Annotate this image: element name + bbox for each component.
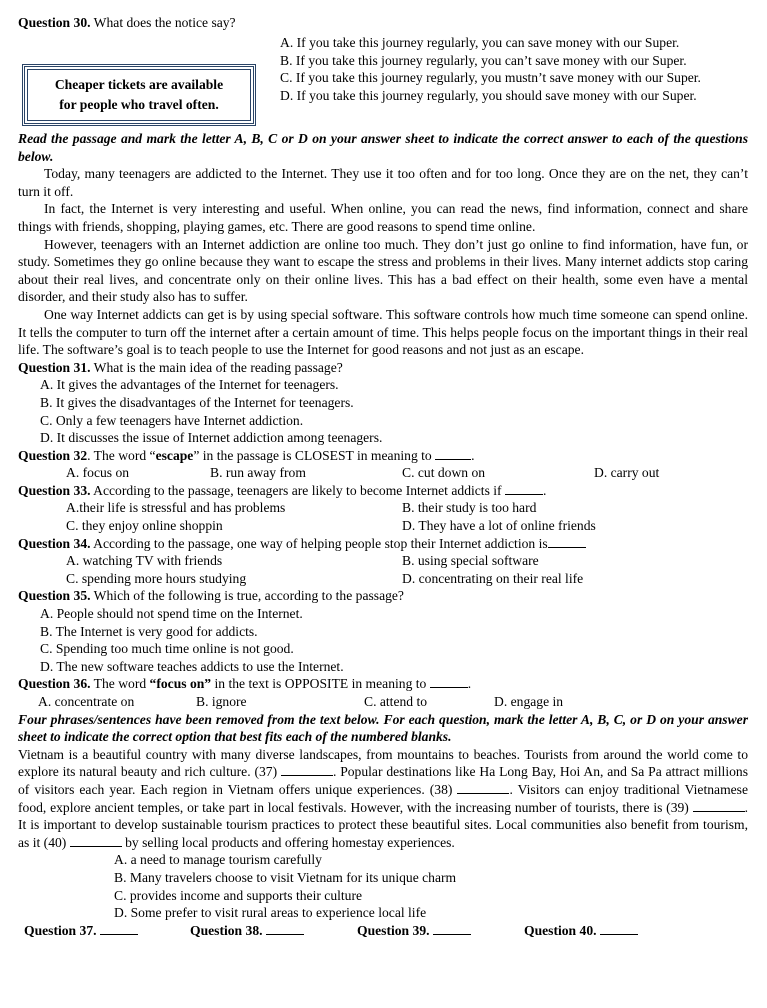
passage-paragraph-1: Today, many teenagers are addicted to the Internet. They use it too often and for too long. Once they are on the net, they can’t turn it off. bbox=[18, 166, 748, 199]
option-a[interactable]: A. concentrate on bbox=[38, 694, 135, 709]
option-c[interactable]: C. they enjoy online shoppin bbox=[66, 518, 223, 534]
question-label: Question 31. bbox=[18, 359, 91, 375]
notice-line-1: Cheaper tickets are available bbox=[54, 77, 224, 92]
answer-blank[interactable] bbox=[435, 447, 471, 460]
passage-paragraph-4: One way Internet addicts can get is by using special software. This software controls how much time someone can spend online. It tells the computer to turn off the internet after a certain amount of time. This helps people focus on the important things in their real life. The software’s goal is to teach people to use the Internet for good reasons and not just as an escape. bbox=[18, 306, 748, 358]
worksheet-page bbox=[18, 14, 748, 939]
cloze-text: by selling local products and offering homestay experiences. bbox=[121, 834, 455, 850]
answer-label-39: Question 39. bbox=[357, 922, 430, 938]
passage-paragraph-2: In fact, the Internet is very interesting and useful. When online, you can read the news, find information, connect and share things with friends, shopping, playing games, etc. There are good reasons to spend time online. bbox=[18, 201, 748, 234]
option-b[interactable]: B. It gives the disadvantages of the Internet for teenagers. bbox=[40, 394, 354, 410]
option-c[interactable]: C. Only a few teenagers have Internet addiction. bbox=[40, 412, 304, 428]
option-a[interactable]: A.their life is stressful and has problems bbox=[66, 500, 286, 516]
cloze-text: Vietnam is a beautiful country with many diverse landscapes, from mountains to beaches. Tourists from around the world come to explore its natural beauty and rich culture. (37) bbox=[18, 746, 748, 780]
option-d[interactable]: D. carry out bbox=[594, 465, 660, 481]
option-c[interactable]: C. If you take this journey regularly, you mustn’t save money with our Super. bbox=[280, 70, 701, 86]
blank-39[interactable] bbox=[693, 799, 745, 812]
option-c[interactable]: C. spending more hours studying bbox=[66, 570, 247, 586]
answer-label-38: Question 38. bbox=[190, 922, 263, 938]
question-text: in the text is OPPOSITE in meaning to bbox=[211, 676, 430, 692]
answer-row bbox=[18, 922, 748, 940]
question-text: According to the passage, teenagers are likely to become Internet addicts if bbox=[90, 482, 505, 498]
keyword: “focus on” bbox=[149, 676, 212, 692]
option-b[interactable]: B. ignore bbox=[196, 694, 247, 709]
question-label: Question 33. bbox=[18, 482, 91, 498]
cloze-options bbox=[18, 851, 748, 921]
answer-blank[interactable] bbox=[505, 482, 543, 495]
answer-blank-38[interactable] bbox=[266, 922, 304, 935]
option-b[interactable]: B. If you take this journey regularly, you can’t save money with our Super. bbox=[280, 52, 687, 68]
option-c[interactable]: C. attend to bbox=[364, 694, 428, 709]
question-label: Question 30. bbox=[18, 15, 91, 30]
cloze-passage bbox=[18, 746, 748, 852]
question-text: The word bbox=[90, 676, 150, 692]
question-33 bbox=[18, 482, 748, 535]
option-a[interactable]: A. focus on bbox=[66, 465, 130, 481]
keyword: escape bbox=[155, 447, 194, 463]
answer-label-37: Question 37. bbox=[24, 922, 97, 938]
blank-38[interactable] bbox=[457, 781, 509, 794]
cloze-option-d[interactable]: D. Some prefer to visit rural areas to experience local life bbox=[114, 905, 427, 921]
cloze-text: . Popular destinations like Ha Long Bay, Hoi An, and Sa Pa attract millions of visitors each year. Each region in Vietnam offers unique experiences. (38) bbox=[18, 764, 748, 797]
answer-label-40: Question 40. bbox=[524, 922, 597, 938]
option-d[interactable]: D. They have a lot of online friends bbox=[402, 518, 596, 534]
option-b[interactable]: B. using special software bbox=[402, 553, 539, 569]
cloze-option-a[interactable]: A. a need to manage tourism carefully bbox=[114, 852, 322, 868]
question-text: ” in the passage is CLOSEST in meaning to bbox=[193, 447, 436, 463]
question-34 bbox=[18, 535, 748, 588]
option-c[interactable]: C. cut down on bbox=[402, 465, 486, 481]
cloze-text: . It is important to develop sustainable tourism practices to protect these beautiful sites. Local communities also benefit from tourism, as it (40) bbox=[18, 799, 748, 850]
answer-blank-40[interactable] bbox=[600, 922, 638, 935]
question-35 bbox=[18, 587, 748, 675]
option-c[interactable]: C. Spending too much time online is not good. bbox=[40, 641, 294, 657]
question-30 bbox=[18, 14, 748, 126]
answer-blank-37[interactable] bbox=[100, 922, 138, 935]
reading-instruction: Read the passage and mark the letter A, B, C or D on your answer sheet to indicate the correct answer to each of the questions below. bbox=[18, 131, 748, 164]
cloze-option-b[interactable]: B. Many travelers choose to visit Vietnam for its unique charm bbox=[114, 869, 457, 885]
question-30-options bbox=[280, 34, 701, 104]
question-label: Question 32 bbox=[18, 447, 88, 463]
option-a[interactable]: A. watching TV with friends bbox=[66, 553, 223, 569]
question-text: What is the main idea of the reading passage? bbox=[90, 359, 343, 375]
question-text: According to the passage, one way of helping people stop their Internet addiction is bbox=[90, 535, 548, 551]
option-d[interactable]: D. concentrating on their real life bbox=[402, 570, 584, 586]
question-label: Question 35. bbox=[18, 588, 91, 604]
option-b[interactable]: B. their study is too hard bbox=[402, 500, 537, 516]
answer-blank[interactable] bbox=[548, 535, 586, 548]
option-d[interactable]: D. engage in bbox=[494, 694, 564, 709]
cloze-option-c[interactable]: C. provides income and supports their culture bbox=[114, 887, 363, 903]
blank-37[interactable] bbox=[281, 763, 333, 776]
option-b[interactable]: B. The Internet is very good for addicts. bbox=[40, 623, 258, 639]
passage-paragraph-3: However, teenagers with an Internet addiction are online too much. They don’t just go online to find information, have fun, or study. Sometimes they go online because they want to escape the stress and problems in their lives. Many internet addicts stop caring about their real lives, and concentrate only on their online lives. This has a bad effect on their health, some even have a mental disorder, and their study also has to suffer. bbox=[18, 236, 748, 305]
cloze-instruction: Four phrases/sentences have been removed from the text below. For each question, mark the letter A, B, C, or D on your answer sheet to indicate the correct option that best fits each of the numbered blanks. bbox=[18, 711, 748, 745]
question-text: . The word “ bbox=[87, 447, 156, 463]
question-36 bbox=[18, 675, 748, 710]
question-label: Question 34. bbox=[18, 535, 91, 551]
option-a[interactable]: A. It gives the advantages of the Internet for teenagers. bbox=[40, 377, 339, 393]
option-a[interactable]: A. People should not spend time on the Internet. bbox=[40, 606, 303, 622]
question-label: Question 36. bbox=[18, 676, 91, 692]
punctuation: . bbox=[467, 676, 472, 692]
option-d[interactable]: D. The new software teaches addicts to use the Internet. bbox=[40, 658, 344, 674]
option-d[interactable]: D. If you take this journey regularly, you should save money with our Super. bbox=[280, 87, 697, 103]
notice-box bbox=[22, 64, 256, 126]
answer-blank[interactable] bbox=[430, 675, 468, 688]
notice-inner-border bbox=[27, 69, 251, 121]
question-text: What does the notice say? bbox=[90, 15, 236, 30]
option-d[interactable]: D. It discusses the issue of Internet addiction among teenagers. bbox=[40, 430, 383, 446]
punctuation: . bbox=[542, 482, 547, 498]
question-text: Which of the following is true, according to the passage? bbox=[90, 588, 404, 604]
punctuation: . bbox=[471, 447, 475, 463]
option-a[interactable]: A. If you take this journey regularly, you can save money with our Super. bbox=[280, 35, 680, 50]
blank-40[interactable] bbox=[70, 834, 122, 847]
notice-line-2: for people who travel often. bbox=[59, 97, 219, 112]
question-31 bbox=[18, 359, 748, 447]
cloze-text: . Visitors can enjoy traditional Vietnamese food, explore ancient temples, or take part in local festivals. However, with the increasing number of tourists, there is (39) bbox=[18, 781, 748, 815]
option-b[interactable]: B. run away from bbox=[210, 465, 306, 481]
question-32 bbox=[18, 447, 748, 482]
answer-blank-39[interactable] bbox=[433, 922, 471, 935]
